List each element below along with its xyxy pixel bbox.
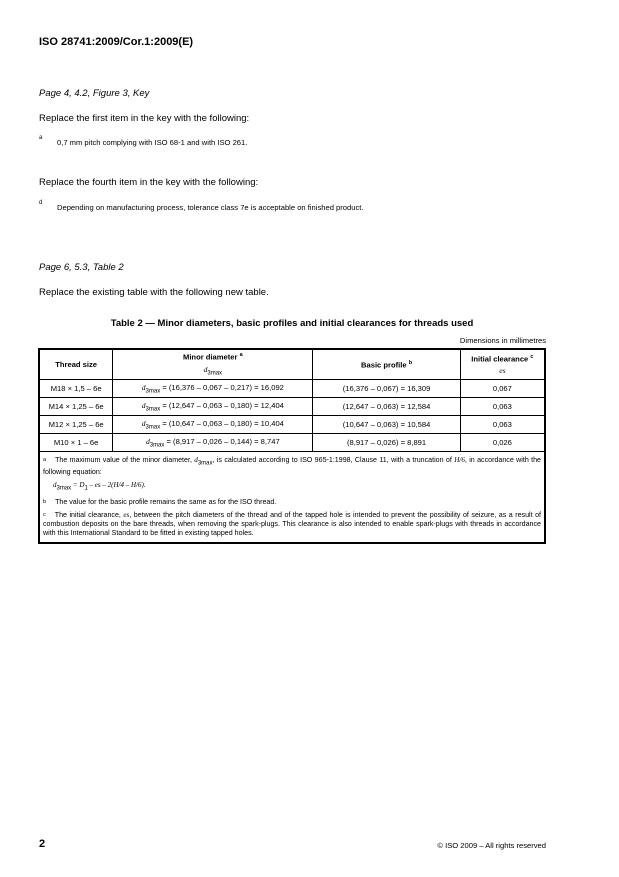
table-2	[38, 348, 546, 544]
header-basic-profile-label: Basic profile	[361, 360, 407, 370]
table-row	[39, 380, 545, 398]
cell-thread-size: M10 × 1 – 6e	[39, 434, 113, 452]
copyright: © ISO 2009 – All rights reserved	[437, 841, 546, 850]
page-number: 2	[39, 838, 46, 850]
header-minor-diameter	[113, 349, 313, 380]
cell-minor-diameter: $d_{3max} = (8,917 - 0,026 - 0,144) = 8,747$	[113, 434, 313, 452]
key-item-text: 0,7 mm pitch complying with ISO 68-1 and with ISO 261.	[57, 138, 248, 147]
cell-thread-size: M14 × 1,25 – 6e	[39, 398, 113, 416]
correction-ref-table2: Page 6, 5.3, Table 2	[39, 262, 124, 273]
header-minor-diameter-symbol: $d_{3max}$	[203, 365, 223, 377]
header-minor-diameter-label: Minor diameter	[183, 353, 238, 362]
key-item-text: Depending on manufacturing process, tolerance class 7e is acceptable on finished product.	[57, 203, 364, 212]
table-notes-row	[39, 452, 545, 543]
cell-initial-clearance: 0,026	[460, 434, 545, 452]
key-item-marker: d	[39, 200, 43, 206]
table-caption: Table 2 — Minor diameters, basic profiles and initial clearances for threads used	[110, 318, 474, 329]
correction-ref-figure3: Page 4, 4.2, Figure 3, Key	[39, 88, 150, 99]
dimensions-note: Dimensions in millimetres	[459, 336, 546, 345]
footnote-c: $^c$ The initial clearance, es, between the pitch diameters of the thread and of the tapped hole is intended to prevent the possibility of seizure, as a result of combustion deposits on the bare threads, when removing the spark-plugs. This clearance is also intended to enable spark-plugs with threads in accordance with this International Standard to be fitted in existing tapped holes.	[43, 510, 541, 537]
cell-initial-clearance: 0,067	[460, 380, 545, 398]
header-initial-clearance	[460, 349, 545, 380]
correction-instruction-first-item: Replace the first item in the key with the following:	[39, 113, 250, 124]
cell-basic-profile: (16,376 – 0,067) = 16,309	[313, 380, 460, 398]
cell-basic-profile: (8,917 – 0,026) = 8,891	[313, 434, 460, 452]
table-row	[39, 434, 545, 452]
footnote-ref-b: b	[408, 359, 413, 366]
table-row	[39, 398, 545, 416]
cell-thread-size: M18 × 1,5 – 6e	[39, 380, 113, 398]
footnote-a: $^a$ The maximum value of the minor diameter, $d_{3max}$, is calculated according to ISO 965-1:1998, Clause 11, with a truncation of H/6, in accordance with the following equation:	[43, 456, 541, 477]
header-thread-size: Thread size	[39, 349, 113, 380]
table-header-row	[39, 349, 545, 380]
table-notes	[39, 452, 545, 543]
cell-initial-clearance: 0,063	[460, 398, 545, 416]
footnote-ref-a: a	[239, 352, 243, 359]
footnote-ref-c: c	[530, 353, 534, 360]
correction-instruction-table: Replace the existing table with the following new table.	[39, 287, 269, 298]
cell-basic-profile: (12,647 – 0,063) = 12,584	[313, 398, 460, 416]
footnote-b: $^b$ The value for the basic profile remains the same as for the ISO thread.	[43, 497, 277, 506]
equation: $d_{3max} = D_1$ – es – 2(H/4 – H/6).	[53, 481, 146, 492]
cell-minor-diameter: $d_{3max} = (12,647 - 0,063 - 0,180) = 12,404$	[113, 398, 313, 416]
header-basic-profile	[313, 349, 460, 380]
header-initial-clearance-symbol: es	[499, 366, 506, 376]
key-item-marker: a	[39, 135, 43, 141]
cell-minor-diameter: $d_{3max} = (10,647 - 0,063 - 0,180) = 10,404$	[113, 416, 313, 434]
document-id: ISO 28741:2009/Cor.1:2009(E)	[39, 36, 194, 48]
cell-minor-diameter: $d_{3max} = (16,376 - 0,067 - 0,217) = 16,092$	[113, 380, 313, 398]
table-row	[39, 416, 545, 434]
cell-thread-size: M12 × 1,25 – 6e	[39, 416, 113, 434]
cell-basic-profile: (10,647 – 0,063) = 10,584	[313, 416, 460, 434]
cell-initial-clearance: 0,063	[460, 416, 545, 434]
header-initial-clearance-label: Initial clearance	[471, 354, 529, 364]
correction-instruction-fourth-item: Replace the fourth item in the key with the following:	[39, 177, 259, 188]
